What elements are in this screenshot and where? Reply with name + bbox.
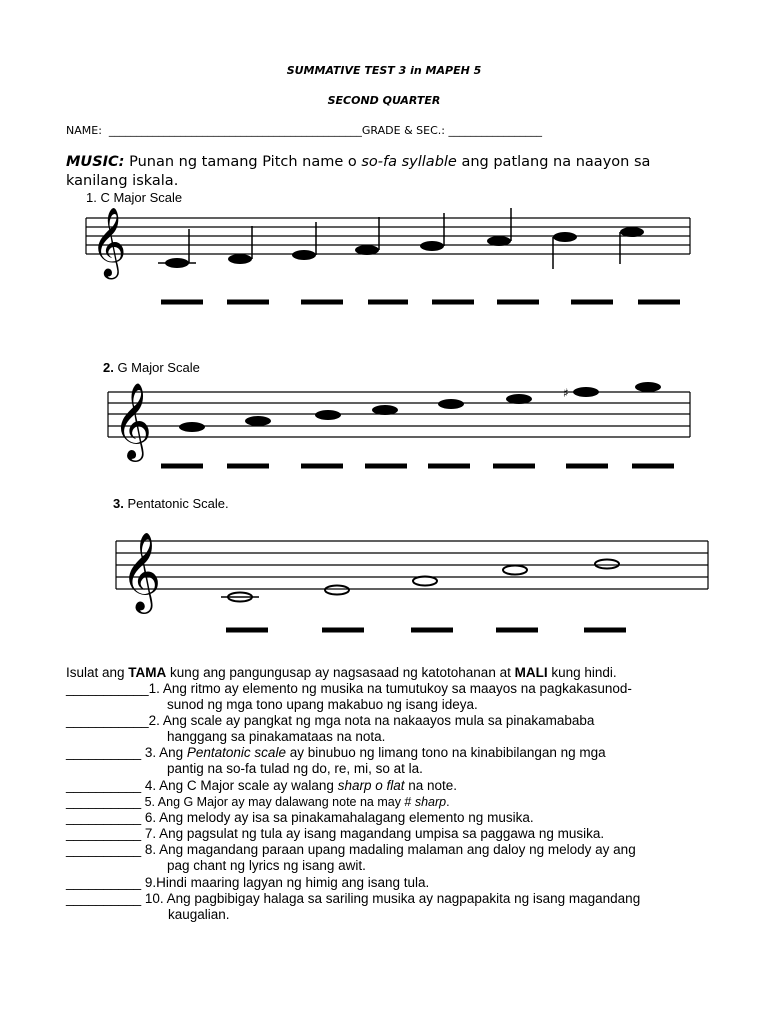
- grade-blank[interactable]: _________________: [448, 124, 542, 137]
- truefalse-instruction: [66, 665, 617, 681]
- item-text-cont: kaugalian.: [168, 907, 230, 923]
- treble-clef-icon: 𝄞: [91, 207, 127, 277]
- item-text-cont: hanggang sa pinakamataas na nota.: [167, 729, 386, 745]
- treble-clef-icon: 𝄞: [113, 382, 153, 459]
- list-item: [66, 778, 457, 794]
- note: [635, 382, 661, 392]
- music-instruction-line2: kanilang iskala.: [66, 173, 179, 189]
- note: [372, 405, 398, 415]
- note: [620, 227, 644, 237]
- test-title: SUMMATIVE TEST 3 in MAPEH 5: [286, 64, 482, 77]
- item-text: 7. Ang pagsulat ng tula ay isang magandang umpisa sa paggawa ng musika.: [141, 826, 605, 841]
- staff-c-major: [86, 218, 690, 254]
- music-text-2: ang patlang na naayon sa: [456, 154, 651, 170]
- note: [292, 250, 316, 260]
- note: [420, 241, 444, 251]
- note: [245, 416, 271, 426]
- item-text: 5. Ang G Major ay may dalawang note na may #: [141, 795, 415, 809]
- instr-text-c: kung ang pangungusap ay nagsasaad ng katotohanan at: [166, 665, 515, 680]
- scale-3-name: Pentatonic Scale.: [123, 496, 229, 511]
- item-text: 4. Ang C Major scale ay walang: [141, 778, 338, 793]
- item-text: 10. Ang pagbibigay halaga sa sariling musika ay nagpapakita ng isang magandang: [141, 891, 641, 906]
- grade-label: GRADE & SEC.:: [361, 124, 445, 137]
- note: [595, 560, 619, 569]
- c-major-notes: [158, 208, 644, 269]
- quarter-title: SECOND QUARTER: [327, 94, 441, 107]
- item-text: 3. Ang: [141, 745, 187, 760]
- item-text-italic: sharp o flat: [337, 778, 405, 793]
- note: [355, 245, 379, 255]
- instr-tama: TAMA: [128, 665, 167, 680]
- item-text: 1. Ang ritmo ay elemento ng musika na tumutukoy sa maayos na pagkakasunod-: [148, 681, 632, 696]
- note: [438, 399, 464, 409]
- list-item: [66, 810, 534, 826]
- instr-text-e: kung hindi.: [547, 665, 617, 680]
- music-text-1: Punan ng tamang Pitch name o: [124, 154, 362, 170]
- list-item: [66, 875, 429, 891]
- scale-1-label: 1. C Major Scale: [86, 190, 183, 205]
- answer-blank[interactable]: __________: [66, 875, 142, 890]
- answer-blank[interactable]: __________: [66, 794, 142, 809]
- note: [165, 258, 189, 268]
- item-text-cont: sunod ng mga tono upang makabuo ng isang ideya.: [167, 697, 478, 713]
- list-item: [66, 681, 632, 714]
- instr-text-a: Isulat ang: [66, 665, 129, 680]
- note: [413, 577, 437, 586]
- item-text: ay binubuo ng limang tono na kinabibilangan ng mga: [285, 745, 606, 760]
- treble-clef-icon: 𝄞: [121, 532, 162, 611]
- g-major-notes: [179, 382, 661, 432]
- answer-blank[interactable]: __________: [66, 826, 142, 841]
- answer-blank[interactable]: __________: [66, 842, 142, 857]
- note: [315, 410, 341, 420]
- list-item: [66, 842, 636, 875]
- scale-3-number: 3.: [113, 496, 124, 511]
- answer-blank[interactable]: ___________: [66, 681, 149, 696]
- sharp-sign-icon: ♯: [563, 386, 569, 400]
- note: [553, 232, 577, 242]
- note: [573, 387, 599, 397]
- note: [487, 236, 511, 246]
- list-item: [66, 713, 594, 746]
- item-text-italic: Pentatonic scale: [186, 745, 286, 760]
- item-text: 9.Hindi maaring lagyan ng himig ang isang tula.: [141, 875, 430, 890]
- list-item: [66, 794, 450, 810]
- item-text: .: [446, 795, 450, 809]
- scale-2-number: 2.: [103, 360, 114, 375]
- item-text: 6. Ang melody ay isa sa pinakamahalagang elemento ng musika.: [141, 810, 534, 825]
- answer-blank[interactable]: __________: [66, 810, 142, 825]
- answer-blank[interactable]: ___________: [66, 713, 149, 728]
- item-text: na note.: [404, 778, 458, 793]
- instr-mali: MALI: [514, 665, 548, 680]
- scale-2-name: G Major Scale: [113, 360, 200, 375]
- answer-blank[interactable]: __________: [66, 778, 142, 793]
- music-italic: so-fa syllable: [361, 154, 457, 170]
- note: [179, 422, 205, 432]
- pentatonic-notes: [221, 560, 619, 602]
- note: [228, 254, 252, 264]
- item-text-cont: pantig na so-fa tulad ng do, re, mi, so at la.: [167, 761, 423, 777]
- list-item: [66, 891, 640, 924]
- answer-blank[interactable]: __________: [66, 891, 142, 906]
- music-label: MUSIC:: [66, 154, 125, 170]
- name-label: NAME:: [66, 124, 102, 137]
- note: [325, 586, 349, 595]
- note: [503, 566, 527, 575]
- item-text: 8. Ang magandang paraan upang madaling malaman ang daloy ng melody ay ang: [141, 842, 636, 857]
- note: [506, 394, 532, 404]
- item-text-italic: sharp: [414, 795, 447, 809]
- answer-blank[interactable]: __________: [66, 745, 142, 760]
- item-text-cont: pag chant ng lyrics ng isang awit.: [167, 858, 366, 874]
- list-item: [66, 745, 606, 778]
- name-blank[interactable]: ______________________________________________: [108, 124, 362, 137]
- item-text: 2. Ang scale ay pangkat ng mga nota na nakaayos mula sa pinakamababa: [148, 713, 595, 728]
- list-item: [66, 826, 604, 842]
